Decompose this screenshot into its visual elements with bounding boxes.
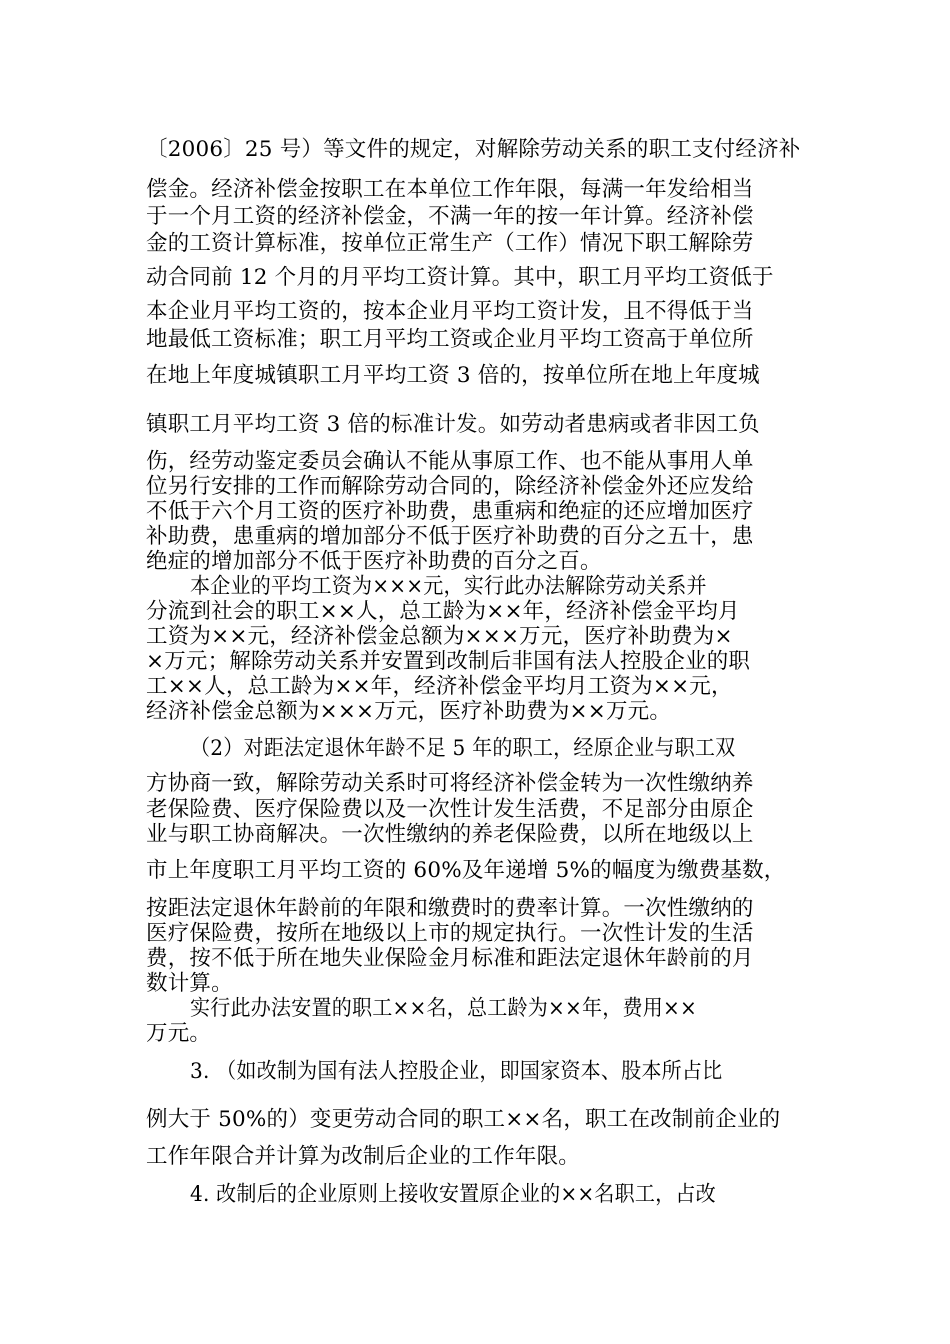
text-line: 方协商一致，解除劳动关系时可将经济补偿金转为一次性缴纳养 xyxy=(146,771,754,796)
text-line: 不低于六个月工资的医疗补助费，患重病和绝症的还应增加医疗 xyxy=(146,499,754,524)
text-line: 绝症的增加部分不低于医疗补助费的百分之百。 xyxy=(146,549,602,574)
text-line: 在地上年度城镇职工月平均工资 3 倍的，按单位所在地上年度城 xyxy=(146,363,760,388)
text-line: 本企业月平均工资的，按本企业月平均工资计发，且不得低于当 xyxy=(146,299,754,324)
text-line: 动合同前 12 个月的月平均工资计算。其中，职工月平均工资低于 xyxy=(146,265,774,290)
text-line: 本企业的平均工资为×××元，实行此办法解除劳动关系并 xyxy=(190,574,707,599)
text-line: 按距法定退休年龄前的年限和缴费时的费率计算。一次性缴纳的 xyxy=(146,896,754,921)
text-line: 4. 改制后的企业原则上接收安置原企业的××名职工，占改 xyxy=(190,1182,716,1207)
text-line: 地最低工资标准；职工月平均工资或企业月平均工资高于单位所 xyxy=(146,327,754,352)
text-line: 工作年限合并计算为改制后企业的工作年限。 xyxy=(146,1144,581,1169)
text-line: 老保险费、医疗保险费以及一次性计发生活费，不足部分由原企 xyxy=(146,797,754,822)
text-line: 金的工资计算标准，按单位正常生产（工作）情况下职工解除劳 xyxy=(146,231,754,256)
text-line: 经济补偿金总额为×××万元，医疗补助费为××万元。 xyxy=(146,699,672,724)
text-line: 市上年度职工月平均工资的 60%及年递增 5%的幅度为缴费基数， xyxy=(146,858,786,883)
text-line: 医疗保险费，按所在地级以上市的规定执行。一次性计发的生活 xyxy=(146,921,754,946)
text-line: 例大于 50%的）变更劳动合同的职工××名，职工在改制前企业的 xyxy=(146,1107,781,1132)
text-line: 偿金。经济补偿金按职工在本单位工作年限，每满一年发给相当 xyxy=(146,177,754,202)
text-line: 位另行安排的工作而解除劳动合同的，除经济补偿金外还应发给 xyxy=(146,474,754,499)
text-line: （2）对距法定退休年龄不足 5 年的职工，经原企业与职工双 xyxy=(190,736,736,761)
text-line: 分流到社会的职工××人，总工龄为××年，经济补偿金平均月 xyxy=(146,599,740,624)
text-line: 实行此办法安置的职工××名，总工龄为××年，费用×× xyxy=(190,996,698,1021)
text-line: 伤，经劳动鉴定委员会确认不能从事原工作、也不能从事用人单 xyxy=(146,449,754,474)
text-line: 3. （如改制为国有法人控股企业，即国家资本、股本所占比 xyxy=(190,1059,723,1084)
text-line: 数计算。 xyxy=(146,971,233,996)
text-line: 业与职工协商解决。一次性缴纳的养老保险费，以所在地级以上 xyxy=(146,822,754,847)
text-line: 工资为××元，经济补偿金总额为×××万元，医疗补助费为× xyxy=(146,624,733,649)
text-line: 补助费，患重病的增加部分不低于医疗补助费的百分之五十，患 xyxy=(146,524,754,549)
text-line: 于一个月工资的经济补偿金，不满一年的按一年计算。经济补偿 xyxy=(146,204,754,229)
text-line: 万元。 xyxy=(146,1021,212,1046)
text-line: 镇职工月平均工资 3 倍的标准计发。如劳动者患病或者非因工负 xyxy=(146,412,760,437)
text-line: 〔2006〕25 号）等文件的规定，对解除劳动关系的职工支付经济补 xyxy=(146,137,801,162)
text-line: ×万元；解除劳动关系并安置到改制后非国有法人控股企业的职 xyxy=(146,649,751,674)
text-line: 工××人，总工龄为××年，经济补偿金平均月工资为××元， xyxy=(146,674,733,699)
text-line: 费，按不低于所在地失业保险金月标准和距法定退休年龄前的月 xyxy=(146,946,754,971)
